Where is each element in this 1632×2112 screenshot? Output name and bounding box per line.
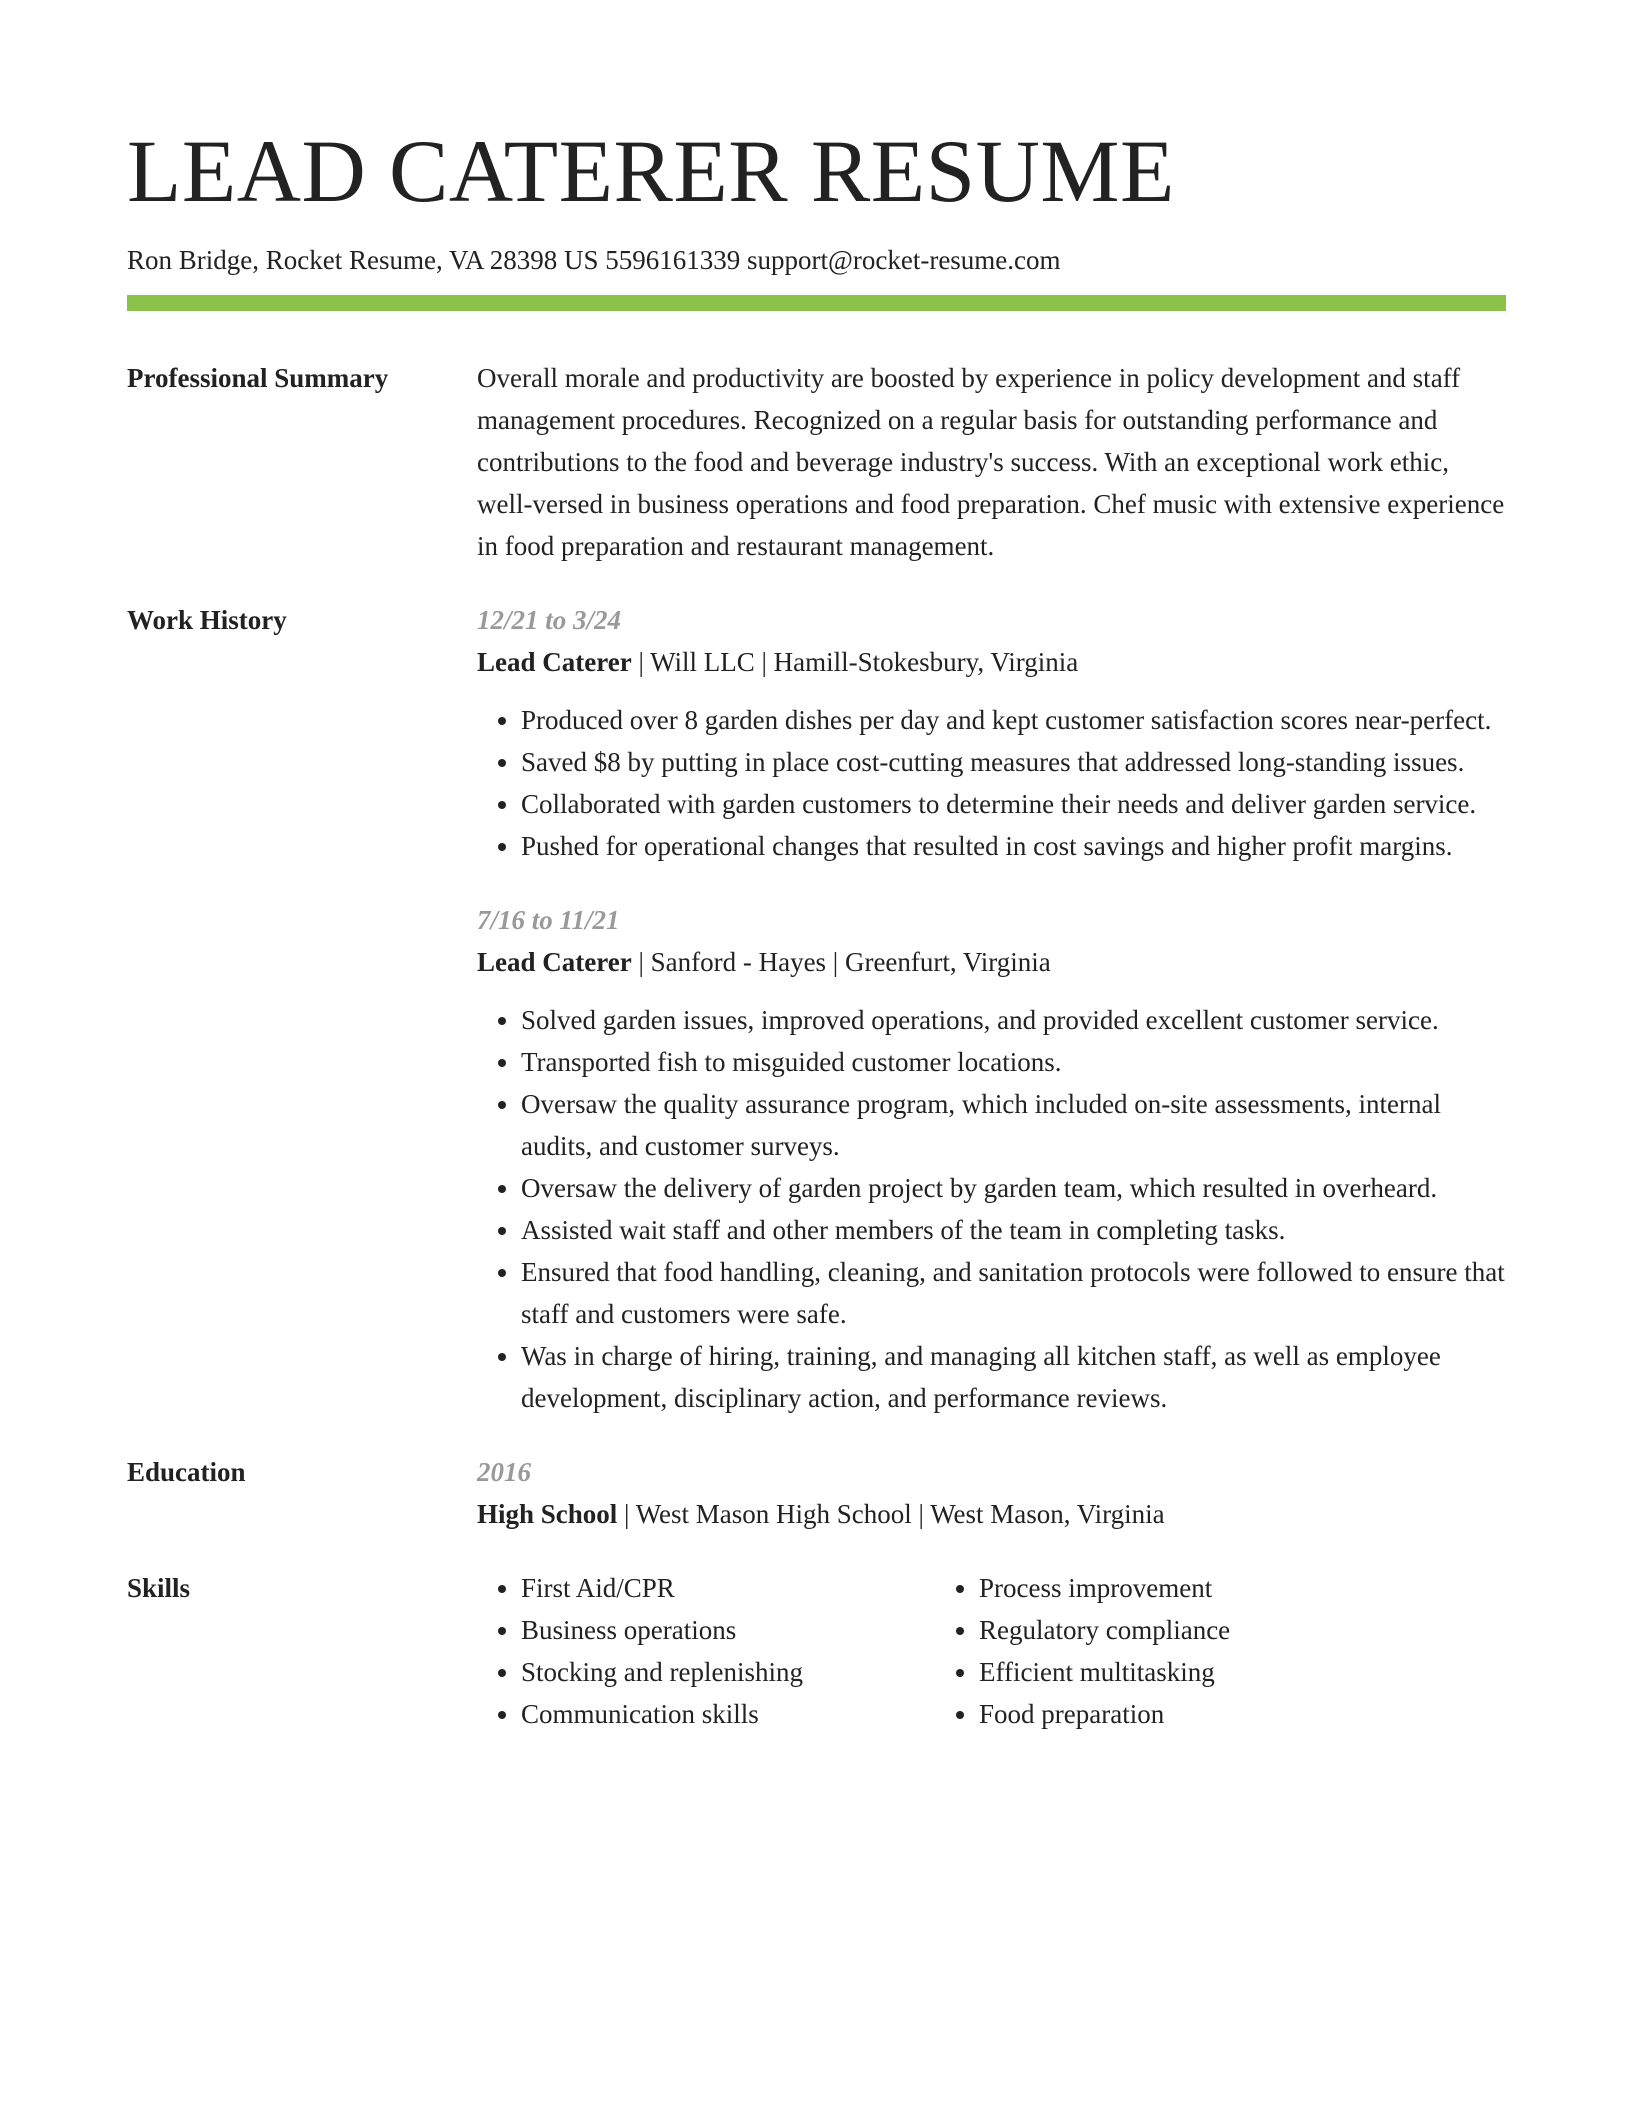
- education-heading: Education: [127, 1457, 246, 1488]
- skills-heading: Skills: [127, 1573, 191, 1604]
- job-role-line: [477, 941, 1506, 983]
- header-divider: [127, 295, 1506, 311]
- skills-section: [127, 1567, 1506, 1735]
- education-year: 2016: [477, 1457, 531, 1488]
- job-bullet: • Pushed for operational changes that resulted in cost savings and higher profit margins.: [521, 825, 1506, 867]
- skills-columns: [477, 1567, 1506, 1735]
- work-history-section: [127, 599, 1506, 1419]
- job-bullet: • Saved $8 by putting in place cost-cutting measures that addressed long-standing issues.: [521, 741, 1506, 783]
- job-bullet: • Oversaw the quality assurance program, which included on-site assessments, internal audits, and customer surveys.: [521, 1083, 1506, 1167]
- job-entry: [477, 599, 1506, 867]
- skill-item: • Business operations: [521, 1609, 935, 1651]
- skill-item: • Communication skills: [521, 1693, 935, 1735]
- job-bullet: • Produced over 8 garden dishes per day and kept customer satisfaction scores near-perfect.: [521, 699, 1506, 741]
- job-bullet: • Solved garden issues, improved operations, and provided excellent customer service.: [521, 999, 1506, 1041]
- job-bullet: • Collaborated with garden customers to determine their needs and deliver garden service.: [521, 783, 1506, 825]
- summary-section: [127, 357, 1506, 567]
- job-bullet: • Assisted wait staff and other members of the team in completing tasks.: [521, 1209, 1506, 1251]
- job-title: Lead Caterer: [477, 647, 632, 678]
- skill-item: • Efficient multitasking: [979, 1651, 1506, 1693]
- job-dates: 7/16 to 11/21: [477, 905, 620, 936]
- job-bullet: • Transported fish to misguided customer locations.: [521, 1041, 1506, 1083]
- skills-list-left: [477, 1567, 935, 1735]
- job-bullet-list: [477, 699, 1506, 867]
- skill-item: • First Aid/CPR: [521, 1567, 935, 1609]
- education-section: [127, 1451, 1506, 1535]
- summary-heading: Professional Summary: [127, 363, 389, 394]
- job-role-line: [477, 641, 1506, 683]
- job-employer: | Will LLC | Hamill-Stokesbury, Virginia: [631, 647, 1079, 678]
- summary-text: Overall morale and productivity are boosted by experience in policy development and staff management procedures. Recognized on a regular basis for outstanding performance and contributions to the food and beverage industry's success. With an exceptional work ethic, well-versed in business operations and food preparation. Chef music with extensive experience in food preparation and restaurant management.: [477, 363, 1505, 562]
- job-employer: | Sanford - Hayes | Greenfurt, Virginia: [631, 947, 1051, 978]
- skills-list-right: [935, 1567, 1506, 1735]
- skill-item: • Regulatory compliance: [979, 1609, 1506, 1651]
- job-bullet-list: [477, 999, 1506, 1419]
- job-entry: [477, 899, 1506, 1419]
- resume-title: LEAD CATERER RESUME: [127, 123, 1175, 221]
- work-history-heading: Work History: [127, 605, 287, 636]
- skill-item: • Food preparation: [979, 1693, 1506, 1735]
- job-bullet: • Was in charge of hiring, training, and managing all kitchen staff, as well as employee development, disciplinary action, and performance reviews.: [521, 1335, 1506, 1419]
- job-dates: 12/21 to 3/24: [477, 605, 622, 636]
- education-line: [477, 1493, 1506, 1535]
- job-bullet: • Oversaw the delivery of garden project by garden team, which resulted in overheard.: [521, 1167, 1506, 1209]
- education-school: | West Mason High School | West Mason, Virginia: [617, 1499, 1165, 1530]
- job-title: Lead Caterer: [477, 947, 632, 978]
- skill-item: • Stocking and replenishing: [521, 1651, 935, 1693]
- job-bullet: • Ensured that food handling, cleaning, and sanitation protocols were followed to ensure that staff and customers were safe.: [521, 1251, 1506, 1335]
- skill-item: • Process improvement: [979, 1567, 1506, 1609]
- education-degree: High School: [477, 1499, 618, 1530]
- work-history-body: [477, 599, 1506, 1419]
- contact-line: Ron Bridge, Rocket Resume, VA 28398 US 5596161339 support@rocket-resume.com: [127, 245, 1061, 275]
- education-body: [477, 1451, 1506, 1535]
- skills-body: [477, 1567, 1506, 1735]
